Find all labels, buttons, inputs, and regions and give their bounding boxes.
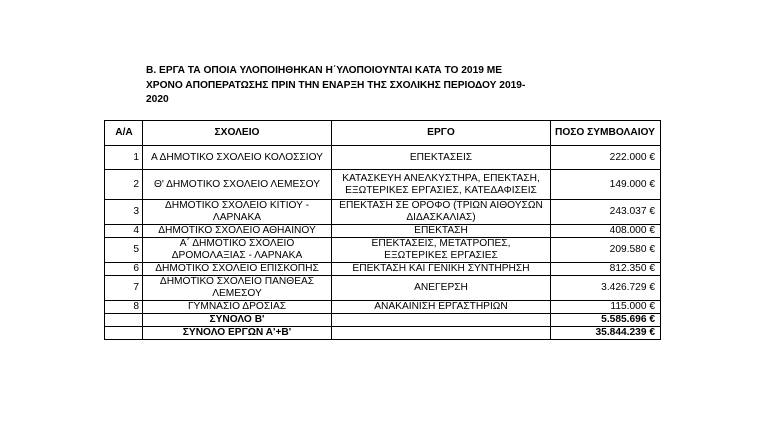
school-name-line: ΔΗΜΟΤΙΚΟ ΣΧΟΛΕΙΟ ΠΑΝΘΕΑΣ — [159, 276, 315, 287]
work-description-line: ΚΑΤΑΣΚΕΥΗ ΑΝΕΛΚΥΣΤΗΡΑ, ΕΠΕΚΤΑΣΗ, — [342, 172, 540, 184]
total-empty-cell — [332, 327, 551, 340]
work-description — [332, 170, 551, 200]
total-row — [105, 314, 661, 327]
work-description-line: ΕΠΕΚΤΑΣΗ — [414, 225, 468, 236]
contract-amount: 243.037 € — [551, 200, 661, 225]
row-number: 8 — [105, 301, 143, 314]
work-description — [332, 238, 551, 263]
work-description — [332, 225, 551, 238]
header-cost: ΠΟΣΟ ΣΥΜΒΟΛΑΙΟΥ — [551, 121, 661, 146]
work-description — [332, 276, 551, 301]
school-name — [143, 263, 332, 276]
heading-line: Β. ΕΡΓΑ ΤΑ ΟΠΟΙΑ ΥΛΟΠΟΙΗΘΗΚΑΝ Η΄ΥΛΟΠΟΙΟΥΝΤΑΙ ΚΑΤΑ ΤΟ 2019 ΜΕ — [146, 65, 503, 76]
school-name-line: Θ' ΔΗΜΟΤΙΚΟ ΣΧΟΛΕΙΟ ΛΕΜΕΣΟΥ — [153, 178, 321, 190]
school-name — [143, 276, 332, 301]
work-description-line: ΕΞΩΤΕΡΙΚΕΣ ΕΡΓΑΣΙΕΣ — [384, 250, 498, 261]
row-number: 2 — [105, 170, 143, 200]
school-name — [143, 146, 332, 170]
work-description-line: ΕΠΕΚΤΑΣΗ ΚΑΙ ΓΕΝΙΚΗ ΣΥΝΤΗΡΗΣΗ — [352, 263, 530, 274]
contract-amount: 222.000 € — [551, 146, 661, 170]
heading-line: 2020 — [146, 94, 169, 105]
total-empty-cell — [332, 314, 551, 327]
row-number: 1 — [105, 146, 143, 170]
total-empty-cell — [105, 314, 143, 327]
school-name — [143, 301, 332, 314]
row-number: 6 — [105, 263, 143, 276]
school-name-line: ΔΗΜΟΤΙΚΟ ΣΧΟΛΕΙΟ ΑΘΗΑΙΝΟΥ — [158, 225, 316, 236]
table-row — [105, 276, 661, 301]
header-school: ΣΧΟΛΕΙΟ — [143, 121, 332, 146]
row-number: 5 — [105, 238, 143, 263]
school-name — [143, 170, 332, 200]
work-description-line: ΔΙΔΑΣΚΑΛΙΑΣ) — [406, 212, 476, 223]
table-row — [105, 146, 661, 170]
work-description-line: ΕΠΕΚΤΑΣΗ ΣΕ ΟΡΟΦΟ (ΤΡΙΩΝ ΑΙΘΟΥΣΩΝ — [339, 200, 543, 211]
school-name-line: ΓΥΜΝΑΣΙΟ ΔΡΟΣΙΑΣ — [187, 301, 287, 312]
school-name-line: ΛΑΡΝΑΚΑ — [212, 212, 262, 223]
table-row — [105, 238, 661, 263]
school-name-line: ΔΗΜΟΤΙΚΟ ΣΧΟΛΕΙΟ ΕΠΙΣΚΟΠΗΣ — [155, 263, 319, 274]
work-description-line: ΕΠΕΚΤΑΣΕΙΣ — [409, 151, 473, 163]
work-description-line: ΕΞΩΤΕΡΙΚΕΣ ΕΡΓΑΣΙΕΣ, ΚΑΤΕΔΑΦΙΣΕΙΣ — [345, 184, 537, 196]
header-aa: Α/Α — [105, 121, 143, 146]
work-description — [332, 301, 551, 314]
school-name-line: ΔΗΜΟΤΙΚΟ ΣΧΟΛΕΙΟ ΚΙΤΙΟΥ - — [165, 200, 309, 211]
work-description-line: ΑΝΑΚΑΙΝΙΣΗ ΕΡΓΑΣΤΗΡΙΩΝ — [374, 301, 508, 312]
work-description-line: ΕΠΕΚΤΑΣΕΙΣ, ΜΕΤΑΤΡΟΠΕΣ, — [371, 238, 511, 249]
work-description — [332, 200, 551, 225]
table-header-row — [105, 121, 661, 146]
table-row — [105, 301, 661, 314]
school-name-line: Α΄ ΔΗΜΟΤΙΚΟ ΣΧΟΛΕΙΟ — [179, 238, 295, 249]
school-name — [143, 225, 332, 238]
row-number: 7 — [105, 276, 143, 301]
table-row — [105, 263, 661, 276]
header-work: ΕΡΓΟ — [332, 121, 551, 146]
school-name-line: ΛΕΜΕΣΟΥ — [212, 288, 262, 299]
school-name — [143, 238, 332, 263]
table-row — [105, 170, 661, 200]
school-name-line: Α ΔΗΜΟΤΙΚΟ ΣΧΟΛΕΙΟ ΚΟΛΟΣΣΙΟΥ — [151, 151, 323, 163]
contract-amount: 209.580 € — [551, 238, 661, 263]
table-row — [105, 225, 661, 238]
work-description — [332, 146, 551, 170]
row-number: 4 — [105, 225, 143, 238]
total-label: ΣΥΝΟΛΟ Β' — [143, 314, 332, 327]
total-value: 35.844.239 € — [551, 327, 661, 340]
row-number: 3 — [105, 200, 143, 225]
contract-amount: 812.350 € — [551, 263, 661, 276]
total-row — [105, 327, 661, 340]
total-empty-cell — [105, 327, 143, 340]
school-name — [143, 200, 332, 225]
contract-amount: 408.000 € — [551, 225, 661, 238]
total-label: ΣΥΝΟΛΟ ΕΡΓΩΝ Α'+Β' — [143, 327, 332, 340]
contract-amount: 115.000 € — [551, 301, 661, 314]
table-row — [105, 200, 661, 225]
work-description-line: ΑΝΕΓΕΡΣΗ — [414, 282, 468, 293]
contract-amount: 3.426.729 € — [551, 276, 661, 301]
contract-amount: 149.000 € — [551, 170, 661, 200]
school-name-line: ΔΡΟΜΟΛΑΞΙΑΣ - ΛΑΡΝΑΚΑ — [171, 250, 303, 261]
total-value: 5.585.696 € — [551, 314, 661, 327]
section-heading — [146, 64, 566, 108]
projects-table — [104, 120, 661, 340]
work-description — [332, 263, 551, 276]
heading-line: ΧΡΟΝΟ ΑΠΟΠΕΡΑΤΩΣΗΣ ΠΡΙΝ ΤΗΝ ΕΝΑΡΞΗ ΤΗΣ ΣΧΟΛΙΚΗΣ ΠΕΡΙΟΔΟΥ 2019- — [146, 79, 526, 91]
